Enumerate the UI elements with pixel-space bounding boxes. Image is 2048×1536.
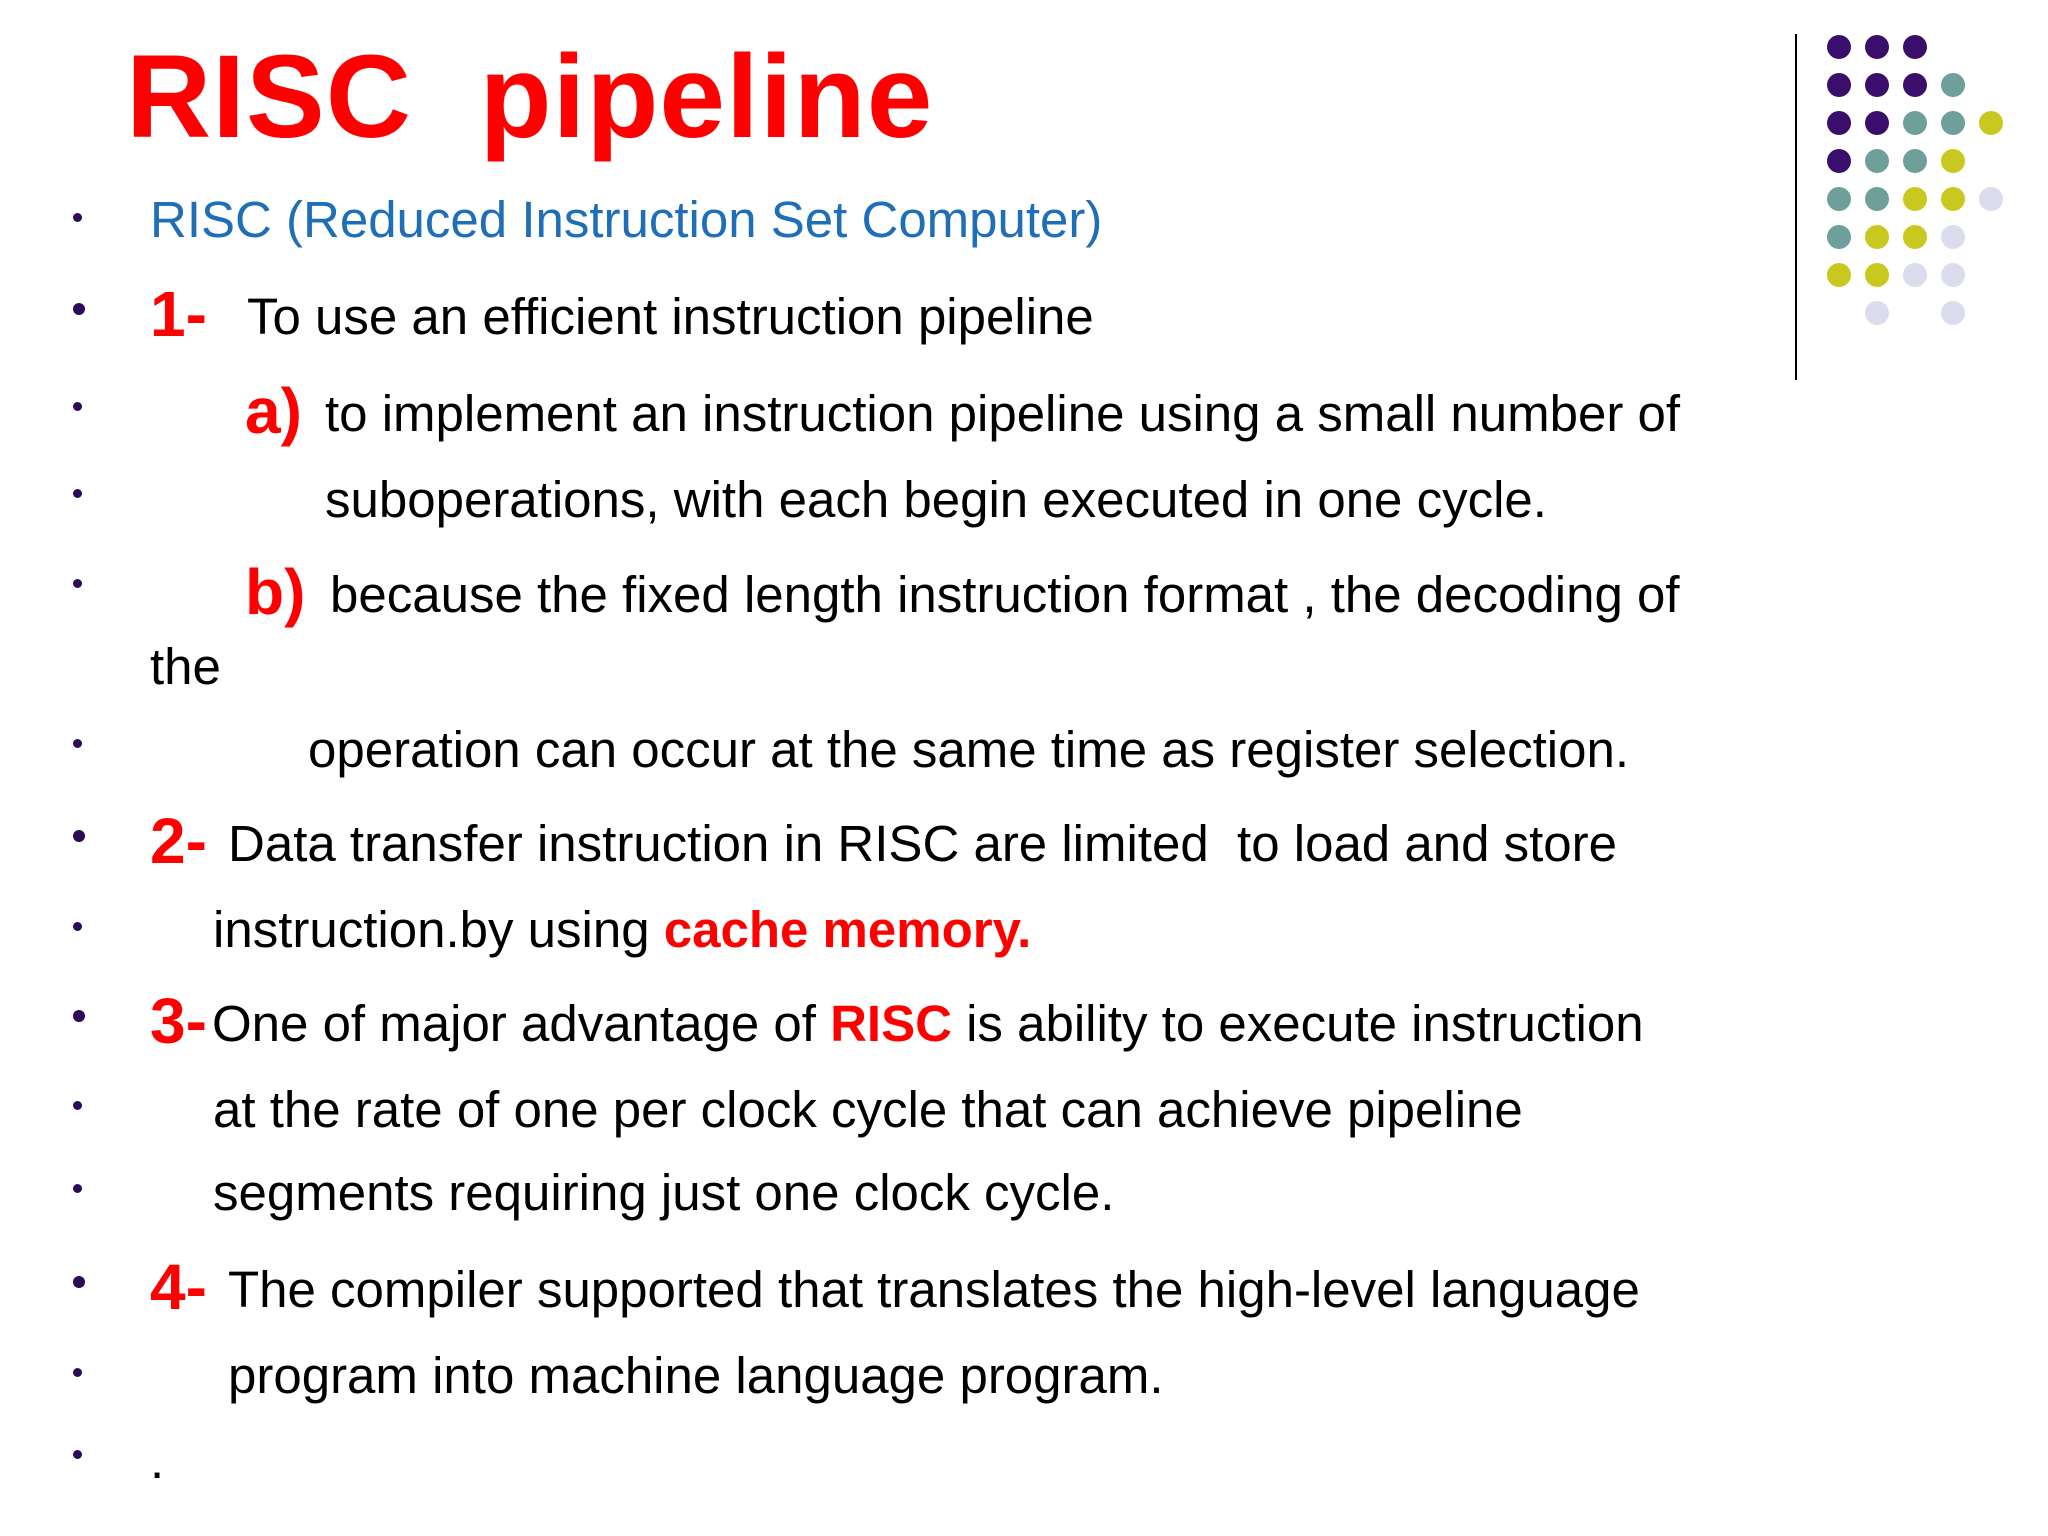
dot-teal xyxy=(1941,111,1965,135)
point-text: segments requiring just one clock cycle. xyxy=(213,1164,1115,1221)
point-number: 1- xyxy=(150,278,207,350)
dot-teal xyxy=(1865,149,1889,173)
dot-olive xyxy=(1827,263,1851,287)
dot-teal xyxy=(1941,73,1965,97)
dot-purple xyxy=(1827,111,1851,135)
dot-lavender xyxy=(1941,301,1965,325)
bullet-dot-icon xyxy=(73,739,82,748)
bullet-dot-icon xyxy=(73,922,82,931)
dot-teal xyxy=(1903,149,1927,173)
dot-olive xyxy=(1865,225,1889,249)
bullet-dot-icon xyxy=(73,213,82,222)
point-text-continued xyxy=(213,901,1032,958)
bullet-dot-icon xyxy=(73,402,82,411)
point-text: To use an efficient instruction pipeline xyxy=(247,288,1094,345)
dot-purple xyxy=(1865,35,1889,59)
bullet-dot-icon xyxy=(73,1368,82,1377)
bullet-dot-icon xyxy=(73,489,82,498)
dot-lavender xyxy=(1979,187,2003,211)
bullet-dot-icon xyxy=(73,1010,85,1022)
slide-title: RISC pipeline xyxy=(126,31,934,163)
vertical-divider xyxy=(1795,34,1797,380)
dot-lavender xyxy=(1903,263,1927,287)
dot-teal xyxy=(1865,187,1889,211)
bullet-dot-icon xyxy=(73,303,85,315)
dot-purple xyxy=(1827,149,1851,173)
dot-lavender xyxy=(1941,263,1965,287)
bullet-dot-icon xyxy=(73,579,82,588)
bullet-dot-icon xyxy=(73,1184,82,1193)
dot-olive xyxy=(1903,225,1927,249)
dot-purple xyxy=(1827,35,1851,59)
dot-teal xyxy=(1903,111,1927,135)
sub-point-letter: b) xyxy=(245,556,306,628)
dot-olive xyxy=(1865,263,1889,287)
highlight-text: cache memory. xyxy=(663,901,1032,958)
point-number: 3- xyxy=(150,985,207,1057)
sub-point-letter: a) xyxy=(245,375,302,447)
dot-olive xyxy=(1979,111,2003,135)
dot-teal xyxy=(1827,225,1851,249)
sub-point-text: because the fixed length instruction format , the decoding of xyxy=(330,566,1680,623)
dot-purple xyxy=(1827,73,1851,97)
dot-purple xyxy=(1865,111,1889,135)
bullet-dot-icon xyxy=(73,1101,82,1110)
dot-olive xyxy=(1941,149,1965,173)
dot-lavender xyxy=(1865,301,1889,325)
dot-teal xyxy=(1827,187,1851,211)
point-number: 4- xyxy=(150,1251,207,1323)
subtitle-line: RISC (Reduced Instruction Set Computer) xyxy=(150,191,1103,248)
sub-point-wrap: the xyxy=(150,638,221,695)
point-text: The compiler supported that translates the high-level language xyxy=(228,1261,1640,1318)
point-text: at the rate of one per clock cycle that can achieve pipeline xyxy=(213,1081,1523,1138)
point-text: instruction.by using xyxy=(213,901,664,958)
dot-purple xyxy=(1903,35,1927,59)
dot-purple xyxy=(1865,73,1889,97)
point-number: 2- xyxy=(150,805,207,877)
trailing-period: . xyxy=(150,1432,165,1489)
bullet-dot-icon xyxy=(73,1276,85,1288)
sub-point-text: operation can occur at the same time as register selection. xyxy=(308,721,1629,778)
bullet-dot-icon xyxy=(73,830,85,842)
dot-olive xyxy=(1903,187,1927,211)
sub-point-text: suboperations, with each begin executed in one cycle. xyxy=(325,471,1547,528)
point-text-mixed xyxy=(212,995,1644,1052)
point-text: program into machine language program. xyxy=(228,1347,1164,1404)
dot-lavender xyxy=(1941,225,1965,249)
point-text: Data transfer instruction in RISC are limited to load and store xyxy=(228,815,1617,872)
dot-olive xyxy=(1941,187,1965,211)
sub-point-text: to implement an instruction pipeline using a small number of xyxy=(325,385,1681,442)
highlight-text: RISC xyxy=(830,995,952,1052)
dot-purple xyxy=(1903,73,1927,97)
dot-grid-decoration xyxy=(1820,30,2040,340)
point-text: is ability to execute instruction xyxy=(951,995,1644,1052)
point-text: One of major advantage of xyxy=(212,995,831,1052)
bullet-dot-icon xyxy=(73,1450,82,1459)
